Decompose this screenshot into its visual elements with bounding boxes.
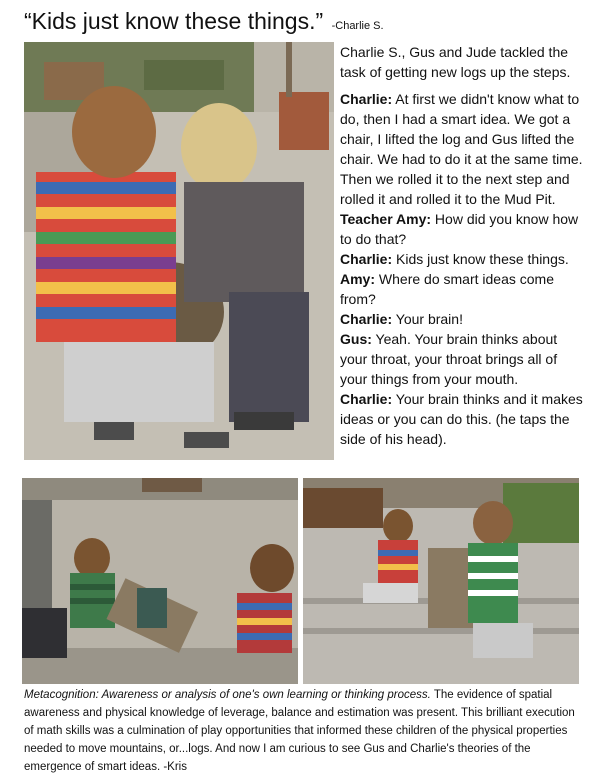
dialogue-text: Your brain thinks and it makes ideas or you can do this. (he taps the side of his head). [340,391,583,447]
dialogue-line [340,269,584,309]
title-attribution: -Charlie S. [331,20,384,32]
dialogue-speaker: Amy: [340,271,376,287]
caption [24,686,586,776]
dialogue-text: How did you know how to do that? [340,211,579,247]
dialogue-line [340,209,584,249]
dialogue-text: Kids just know these things. [392,251,569,267]
dialogue-text: Where do smart ideas come from? [340,271,554,307]
main-photo [24,42,334,460]
dialogue-text: Your brain! [392,311,463,327]
bottom-left-photo [22,478,298,684]
dialogue-line [340,89,584,209]
bottom-right-photo [303,478,579,684]
dialogue-speaker: Charlie: [340,251,393,267]
dialogue-line [340,329,584,389]
title-quote: “Kids just know these things.” [24,8,324,34]
dialogue [340,89,584,449]
intro-text: Charlie S., Gus and Jude tackled the task of getting new logs up the steps. [340,44,571,80]
dialogue-speaker: Charlie: [340,391,393,407]
dialogue-speaker: Charlie: [340,91,393,107]
dialogue-speaker: Teacher Amy: [340,211,432,227]
dialogue-text: Yeah. Your brain thinks about your throat, your throat brings all of your things from your mouth. [340,331,558,387]
dialogue-text: At first we didn't know what to do, then I had a smart idea. We got a chair, I lifted the log and Gus lifted the chair. We had to do it at the same time. Then we rolled it to the next step and rolled it and rolled it to the Mud Pit. [340,91,583,207]
page-title [24,8,384,35]
dialogue-line [340,309,584,329]
caption-definition: Metacognition: Awareness or analysis of one's own learning or thinking process. [24,689,431,701]
dialogue-line [340,389,584,449]
dialogue-speaker: Charlie: [340,311,393,327]
caption-body: The evidence of spatial awareness and physical knowledge of leverage, balance and estimation was present. This brilliant execution of math skills was a culmination of play opportunities that informed these children of the physical properties needed to move mountains, or...logs. And now I am curious to see Gus and Charlie's theories of the emergence of smart ideas. -Kris [24,689,575,773]
dialogue-line [340,249,584,269]
dialogue-speaker: Gus: [340,331,372,347]
